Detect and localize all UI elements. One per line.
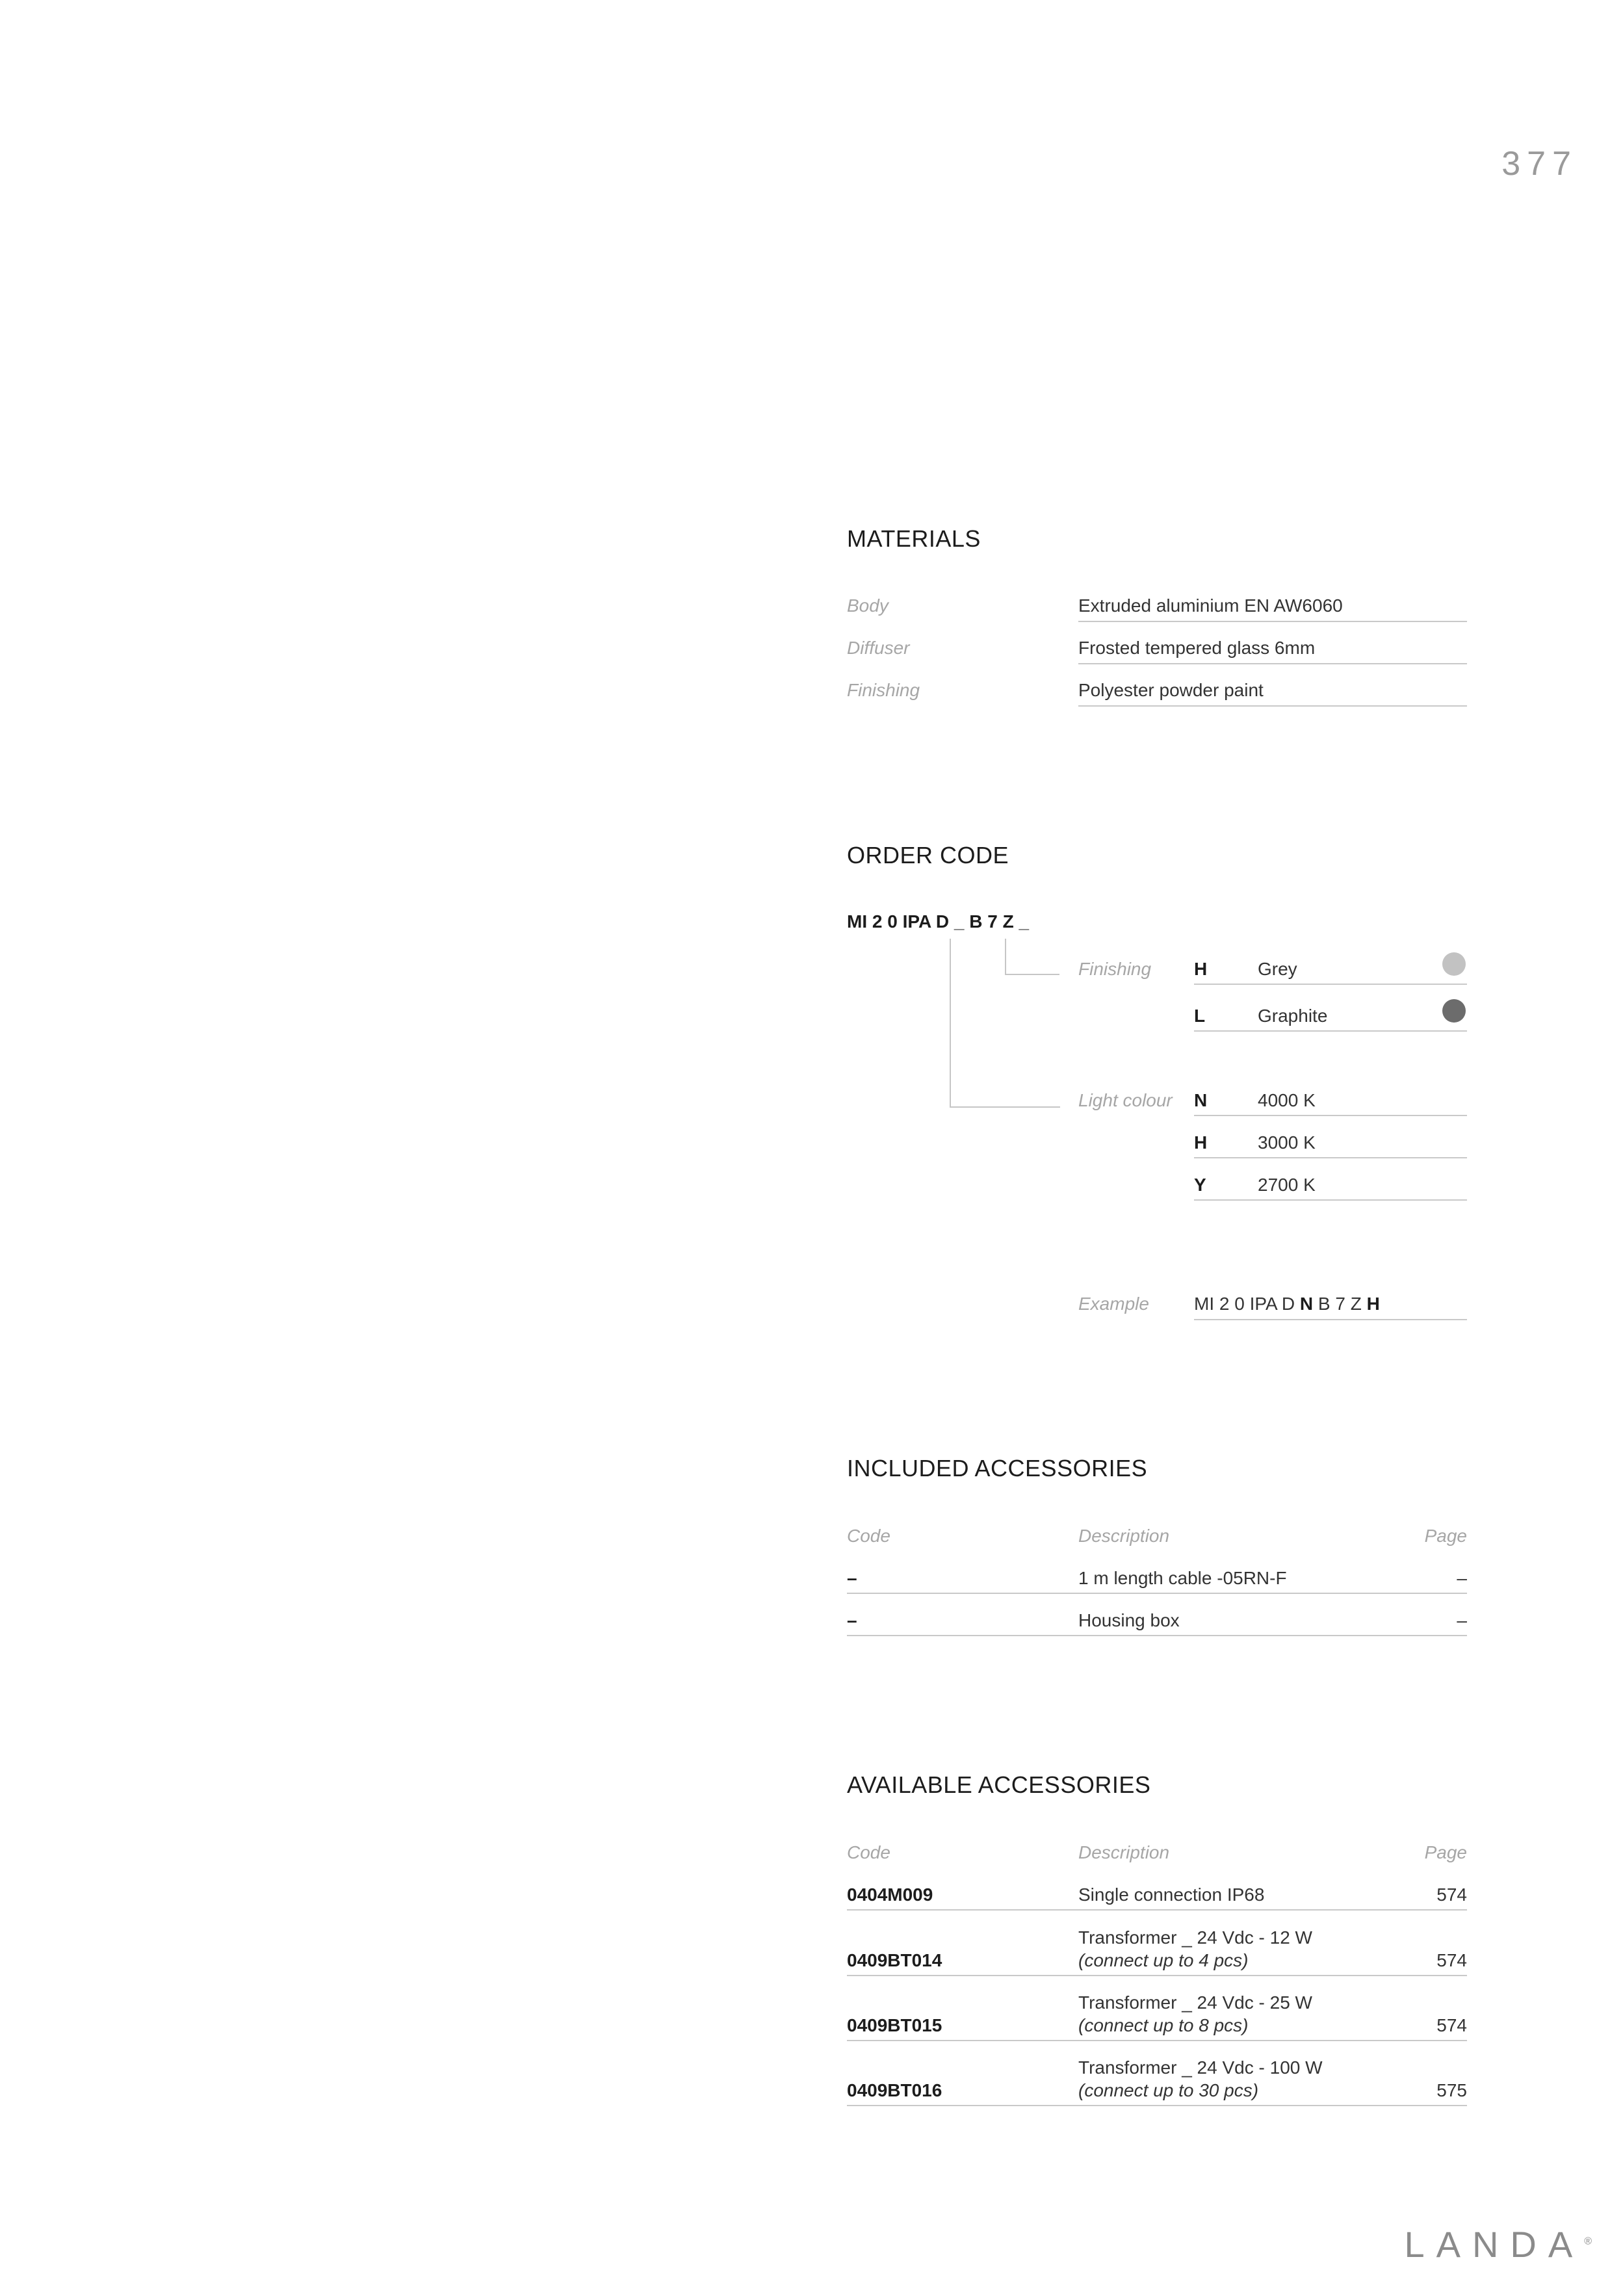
light-code-n: N	[1194, 1090, 1208, 1110]
available-row-description: Transformer _ 24 Vdc - 100 W	[1078, 2057, 1323, 2078]
connector-line	[1005, 974, 1059, 975]
finishing-label: Finishing	[1078, 959, 1152, 979]
materials-value-body: Extruded aluminium EN AW6060	[1078, 595, 1343, 616]
connector-line	[950, 1106, 1060, 1108]
available-row-code: 0409BT016	[847, 2080, 942, 2100]
example-label: Example	[1078, 1294, 1149, 1314]
divider	[1078, 663, 1467, 664]
divider	[847, 1909, 1467, 1911]
included-row-description: 1 m length cable -05RN-F	[1078, 1568, 1287, 1588]
order-code-string: MI 2 0 IPA D _ B 7 Z _	[847, 911, 1030, 932]
order-code-title: ORDER CODE	[847, 842, 1009, 868]
materials-value-finishing: Polyester powder paint	[1078, 680, 1264, 700]
registered-mark: ®	[1584, 2236, 1592, 2247]
grey-swatch	[1442, 952, 1466, 976]
available-row-page: 574	[1436, 2015, 1467, 2035]
materials-title: MATERIALS	[847, 525, 981, 552]
available-row-description: Transformer _ 24 Vdc - 12 W	[1078, 1927, 1312, 1948]
available-header-code: Code	[847, 1842, 890, 1862]
divider	[847, 1975, 1467, 1976]
available-header-description: Description	[1078, 1842, 1170, 1862]
available-header-page: Page	[1424, 1842, 1467, 1862]
light-colour-label: Light colour	[1078, 1090, 1173, 1110]
example-code-part: B 7 Z	[1313, 1294, 1367, 1314]
included-row-code: –	[847, 1610, 857, 1630]
divider	[1194, 1115, 1467, 1116]
included-row-code: –	[847, 1568, 857, 1588]
light-name-3000k: 3000 K	[1258, 1132, 1316, 1153]
available-row-code: 0409BT014	[847, 1950, 942, 1970]
available-accessories-title: AVAILABLE ACCESSORIES	[847, 1771, 1151, 1798]
landa-logo	[1404, 2223, 1592, 2265]
included-header-code: Code	[847, 1526, 890, 1546]
divider	[1194, 984, 1467, 985]
divider	[1194, 1319, 1467, 1320]
divider	[1078, 621, 1467, 622]
materials-label-diffuser: Diffuser	[847, 638, 910, 658]
connector-line	[1005, 939, 1006, 975]
materials-label-body: Body	[847, 595, 889, 616]
included-row-page: –	[1457, 1610, 1467, 1630]
finishing-name-grey: Grey	[1258, 959, 1297, 979]
included-header-page: Page	[1424, 1526, 1467, 1546]
included-header-description: Description	[1078, 1526, 1170, 1546]
connector-line	[950, 939, 951, 1108]
light-name-4000k: 4000 K	[1258, 1090, 1316, 1110]
available-row-note: (connect up to 30 pcs)	[1078, 2080, 1259, 2100]
finishing-code-h: H	[1194, 959, 1208, 979]
materials-value-diffuser: Frosted tempered glass 6mm	[1078, 638, 1316, 658]
included-row-page: –	[1457, 1568, 1467, 1588]
graphite-swatch	[1442, 999, 1466, 1023]
example-code-part: MI 2 0 IPA D	[1194, 1294, 1300, 1314]
divider	[847, 1593, 1467, 1594]
available-row-page: 574	[1436, 1885, 1467, 1905]
light-name-2700k: 2700 K	[1258, 1175, 1316, 1195]
example-code	[1194, 1294, 1380, 1314]
available-row-code: 0404M009	[847, 1885, 933, 1905]
divider	[1078, 705, 1467, 707]
available-row-note: (connect up to 4 pcs)	[1078, 1950, 1249, 1970]
divider	[1194, 1199, 1467, 1201]
divider	[847, 1635, 1467, 1636]
finishing-code-l: L	[1194, 1006, 1206, 1026]
example-code-highlight: N	[1299, 1294, 1314, 1314]
page-number: 377	[1501, 145, 1578, 183]
divider	[847, 2105, 1467, 2106]
available-row-page: 574	[1436, 1950, 1467, 1970]
included-accessories-title: INCLUDED ACCESSORIES	[847, 1455, 1148, 1481]
example-code-highlight: H	[1366, 1294, 1380, 1314]
available-row-description: Transformer _ 24 Vdc - 25 W	[1078, 1992, 1312, 2013]
available-row-code: 0409BT015	[847, 2015, 942, 2035]
light-code-y: Y	[1194, 1175, 1206, 1195]
light-code-h: H	[1194, 1132, 1208, 1153]
divider	[847, 2040, 1467, 2041]
divider	[1194, 1030, 1467, 1032]
available-row-description: Single connection IP68	[1078, 1885, 1265, 1905]
brand-name: LANDA	[1404, 2224, 1585, 2265]
finishing-name-graphite: Graphite	[1258, 1006, 1328, 1026]
divider	[1194, 1157, 1467, 1158]
available-row-page: 575	[1436, 2080, 1467, 2100]
materials-label-finishing: Finishing	[847, 680, 920, 700]
available-row-note: (connect up to 8 pcs)	[1078, 2015, 1249, 2035]
included-row-description: Housing box	[1078, 1610, 1180, 1630]
